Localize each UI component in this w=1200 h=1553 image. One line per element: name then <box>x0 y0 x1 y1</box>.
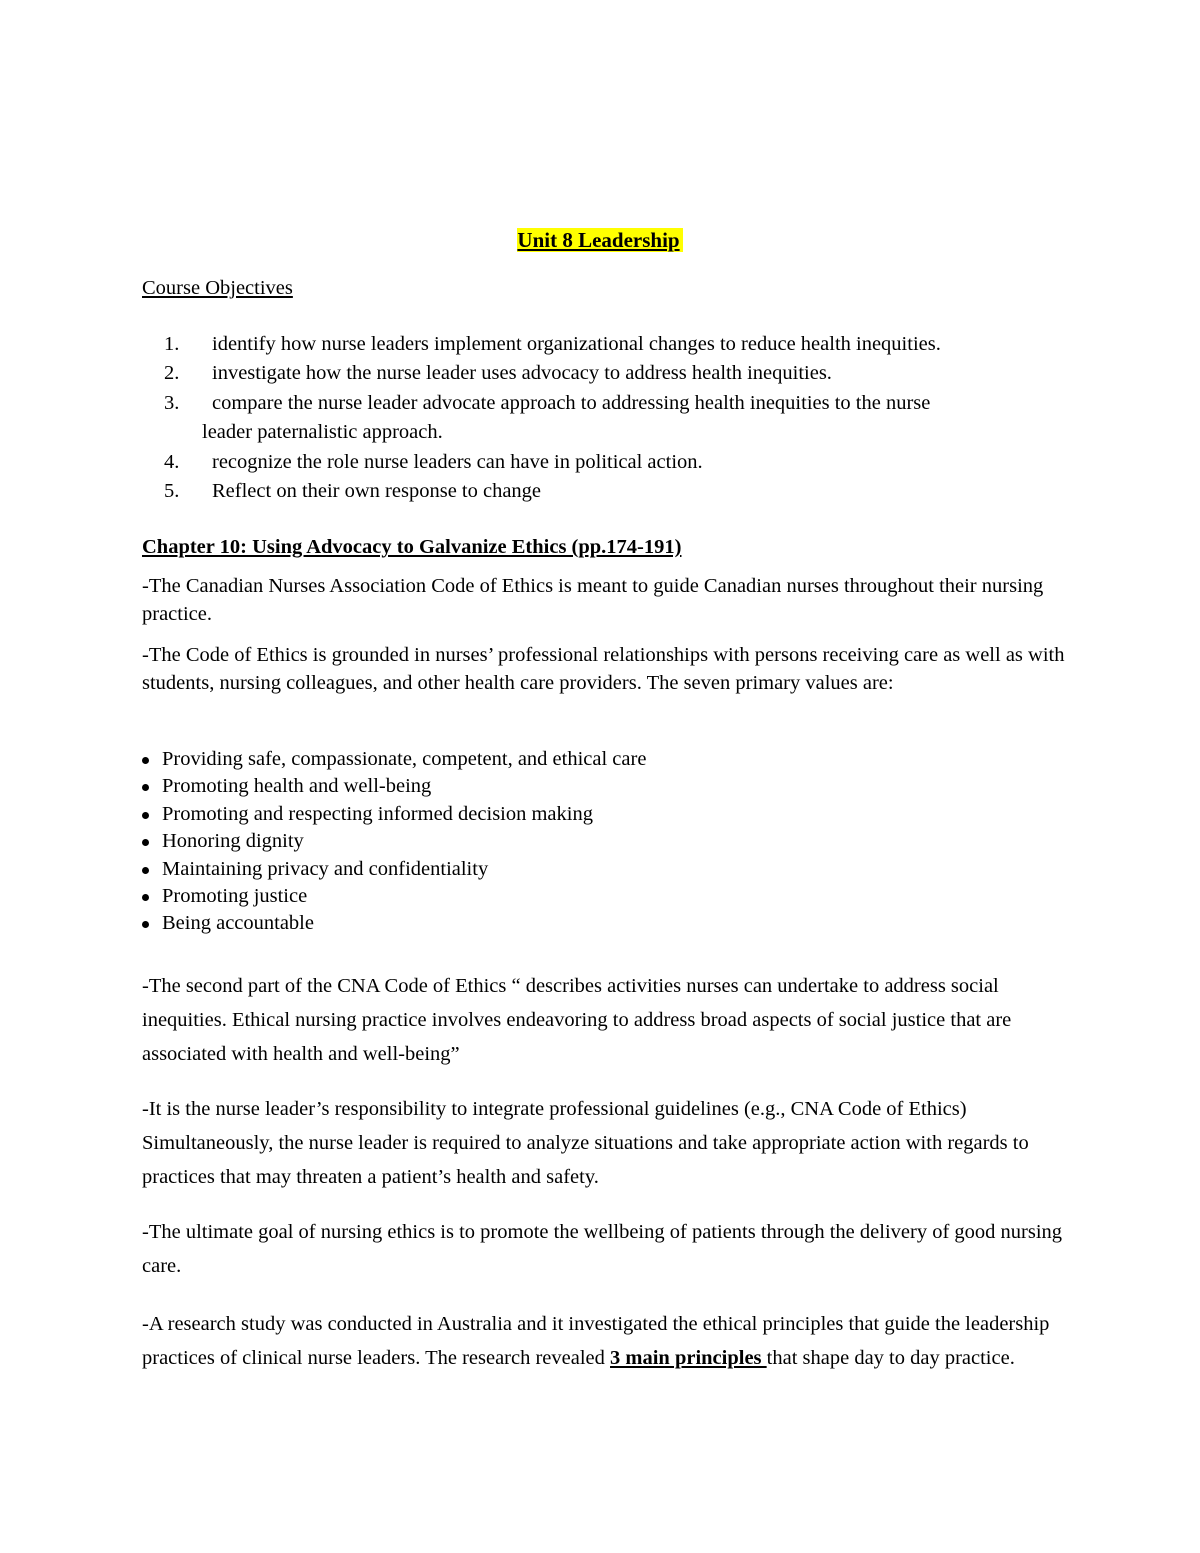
objective-item <box>142 477 1072 506</box>
primary-values-list <box>142 746 1072 938</box>
value-text: Honoring dignity <box>162 830 304 853</box>
paragraph-cna-code: -The Canadian Nurses Association Code of Ethics is meant to guide Canadian nurses throughout their nursing practice. <box>142 575 1044 625</box>
objective-number: 5. <box>164 480 180 503</box>
value-text: Maintaining privacy and confidentiality <box>162 857 489 880</box>
bullet-icon <box>142 812 149 819</box>
value-item <box>142 746 1072 773</box>
bullet-icon <box>142 757 149 764</box>
bullet-icon <box>142 839 149 846</box>
value-text: Providing safe, compassionate, competent, and ethical care <box>162 748 647 770</box>
paragraph-second-part: -The second part of the CNA Code of Ethics “ describes activities nurses can undertake to address social inequities. Ethical nursing practice involves endeavoring to address broad aspects of social justice that are associated with health and well-being” <box>142 975 1012 1065</box>
chapter-heading: Chapter 10: Using Advocacy to Galvanize Ethics (pp.174-191) <box>142 536 682 558</box>
objectives-list <box>142 330 1072 506</box>
document-title <box>0 226 1200 254</box>
objective-text: Reflect on their own response to change <box>212 480 542 503</box>
value-item <box>142 801 1072 828</box>
objective-text: identify how nurse leaders implement organizational changes to reduce health inequities. <box>212 333 941 355</box>
paragraph-leader-responsibility: -It is the nurse leader’s responsibility to integrate professional guidelines (e.g., CNA Code of Ethics) Simultaneously, the nurse leader is required to analyze situations and take appropriate action with regards to practices that may threaten a patient’s health and safety. <box>142 1098 1029 1188</box>
objective-number: 2. <box>164 362 180 385</box>
document-title-text: Unit 8 Leadership <box>517 228 682 252</box>
bullet-icon <box>142 921 149 928</box>
value-text: Promoting and respecting informed decision making <box>162 802 593 825</box>
research-text-end: that shape day to day practice. <box>766 1347 1015 1369</box>
objective-text: recognize the role nurse leaders can have in political action. <box>212 450 703 473</box>
objective-text-continuation: leader paternalistic approach. <box>202 421 443 444</box>
value-item <box>142 883 1072 910</box>
value-item <box>142 910 1072 937</box>
value-item <box>142 773 1072 800</box>
paragraph-ultimate-goal: -The ultimate goal of nursing ethics is to promote the wellbeing of patients through the delivery of good nursing care. <box>142 1221 1063 1277</box>
objective-text: investigate how the nurse leader uses advocacy to address health inequities. <box>212 362 832 385</box>
research-text-start: -A research study was conducted in Australia and it investigated the ethical principles that guide the leadership practices of clinical nurse leaders. The research revealed <box>142 1313 1050 1369</box>
value-text: Being accountable <box>162 912 314 935</box>
objective-item <box>142 448 1072 477</box>
value-item <box>142 856 1072 883</box>
course-objectives-label: Course Objectives <box>142 277 293 299</box>
objective-text: compare the nurse leader advocate approach to addressing health inequities to the nurse <box>212 391 931 414</box>
paragraph-research-study <box>142 1307 1072 1375</box>
main-principles-emphasis: 3 main principles <box>610 1347 767 1369</box>
bullet-icon <box>142 784 149 791</box>
bullet-icon <box>142 867 149 874</box>
objective-item <box>142 330 1072 359</box>
bullet-icon <box>142 894 149 901</box>
objective-number: 3. <box>164 391 180 414</box>
objective-number: 4. <box>164 450 180 473</box>
paragraph-code-grounding: -The Code of Ethics is grounded in nurses’ professional relationships with persons receiving care as well as with students, nursing colleagues, and other health care providers. The seven primary values are: <box>142 644 1065 694</box>
value-item <box>142 828 1072 855</box>
value-text: Promoting justice <box>162 885 308 908</box>
value-text: Promoting health and well-being <box>162 775 432 798</box>
objective-item <box>142 359 1072 388</box>
objective-item <box>142 389 1072 448</box>
objective-number: 1. <box>164 333 180 355</box>
